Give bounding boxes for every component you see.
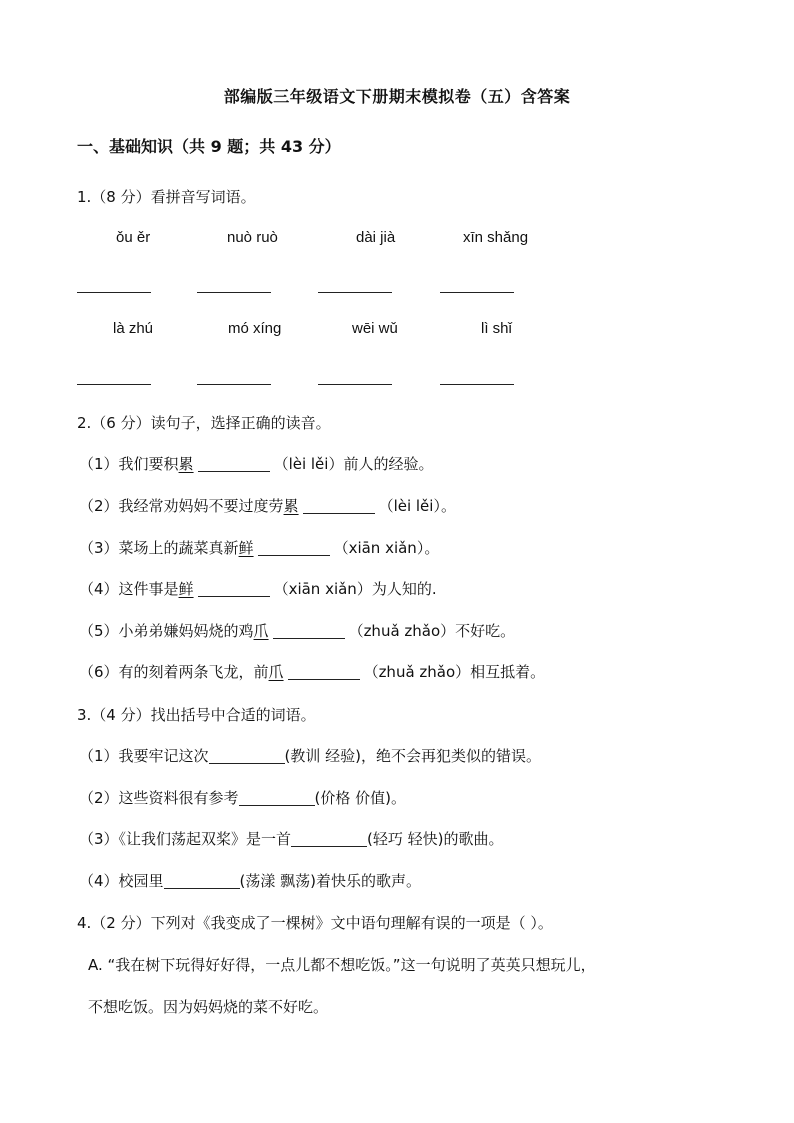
target-character: 爪	[253, 622, 269, 640]
question-2-item-6	[79, 661, 545, 682]
item-text: （zhuǎ zhǎo）相互抵着。	[363, 663, 546, 681]
item-text: （3）《让我们荡起双桨》是一首	[79, 830, 292, 848]
answer-blank[interactable]	[440, 292, 514, 293]
target-character: 鲜	[178, 580, 194, 598]
answer-blank[interactable]	[318, 292, 392, 293]
answer-blank[interactable]	[164, 873, 240, 889]
answer-blank[interactable]	[273, 623, 345, 639]
item-text: (轻巧 轻快)的歌曲。	[367, 830, 504, 848]
question-3-item-1	[79, 745, 541, 766]
pinyin-3: dài jià	[356, 229, 396, 246]
question-4-prompt: 4.（2 分）下列对《我变成了一棵树》文中语句理解有误的一项是（ ）。	[77, 914, 553, 932]
pinyin-5: là zhú	[113, 320, 154, 337]
item-text: （xiān xiǎn）。	[333, 539, 440, 557]
answer-blank[interactable]	[198, 456, 270, 472]
question-1-prompt: 1.（8 分）看拼音写词语。	[77, 188, 256, 206]
item-text: (教训 经验)，绝不会再犯类似的错误。	[284, 747, 542, 765]
answer-blank[interactable]	[303, 498, 375, 514]
option-a-line-2: 不想吃饭。因为妈妈烧的菜不好吃。	[88, 998, 329, 1016]
pinyin-4: xīn shǎng	[463, 229, 529, 246]
item-text: （1）我要牢记这次	[79, 747, 209, 765]
target-character: 累	[178, 455, 194, 473]
answer-blank[interactable]	[198, 581, 270, 597]
item-text: （2）我经常劝妈妈不要过度劳	[79, 497, 284, 515]
section-heading: 一、基础知识（共 9 题；共 43 分）	[77, 137, 341, 156]
item-text: （2）这些资料很有参考	[79, 789, 239, 807]
item-text: （zhuǎ zhǎo）不好吃。	[348, 622, 516, 640]
item-text: （4）校园里	[79, 872, 164, 890]
answer-blank[interactable]	[239, 790, 315, 806]
question-3-item-2	[79, 787, 406, 808]
question-2-item-1	[79, 453, 433, 474]
target-character: 鲜	[238, 539, 254, 557]
item-text: （lèi lěi）。	[378, 497, 456, 515]
pinyin-8: lì shǐ	[481, 320, 512, 337]
question-3-item-4	[79, 870, 421, 891]
pinyin-2: nuò ruò	[227, 229, 278, 246]
item-text: (价格 价值)。	[314, 789, 407, 807]
question-2-item-4	[79, 578, 437, 599]
question-3-item-3	[79, 828, 504, 849]
question-2-item-3	[79, 537, 439, 558]
item-text: （1）我们要积	[79, 455, 179, 473]
pinyin-1: ǒu ěr	[116, 229, 151, 246]
target-character: 累	[283, 497, 299, 515]
answer-blank[interactable]	[291, 831, 367, 847]
answer-blank[interactable]	[209, 748, 285, 764]
item-text: （6）有的刻着两条飞龙，前	[79, 663, 269, 681]
item-text: （3）菜场上的蔬菜真新	[79, 539, 239, 557]
question-2-item-2	[79, 495, 456, 516]
question-3-prompt: 3.（4 分）找出括号中合适的词语。	[77, 706, 316, 724]
answer-blank[interactable]	[77, 292, 151, 293]
item-text: (荡漾 飘荡)着快乐的歌声。	[239, 872, 422, 890]
item-text: （xiān xiǎn）为人知的.	[273, 580, 437, 598]
answer-blank[interactable]	[197, 384, 271, 385]
answer-blank[interactable]	[318, 384, 392, 385]
answer-blank[interactable]	[197, 292, 271, 293]
answer-blank[interactable]	[77, 384, 151, 385]
item-text: （5）小弟弟嫌妈妈烧的鸡	[79, 622, 254, 640]
target-character: 爪	[268, 663, 284, 681]
item-text: （lèi lěi）前人的经验。	[273, 455, 434, 473]
pinyin-6: mó xíng	[228, 320, 282, 337]
page-title: 部编版三年级语文下册期末模拟卷（五）含答案	[223, 87, 571, 106]
answer-blank[interactable]	[440, 384, 514, 385]
answer-blank[interactable]	[258, 540, 330, 556]
item-text: （4）这件事是	[79, 580, 179, 598]
question-2-item-5	[79, 620, 515, 641]
option-a-line-1: A. “我在树下玩得好好得，一点儿都不想吃饭。”这一句说明了英英只想玩儿，	[88, 956, 596, 974]
answer-blank[interactable]	[288, 664, 360, 680]
question-2-prompt: 2.（6 分）读句子，选择正确的读音。	[77, 414, 331, 432]
pinyin-7: wēi wǔ	[352, 320, 398, 337]
